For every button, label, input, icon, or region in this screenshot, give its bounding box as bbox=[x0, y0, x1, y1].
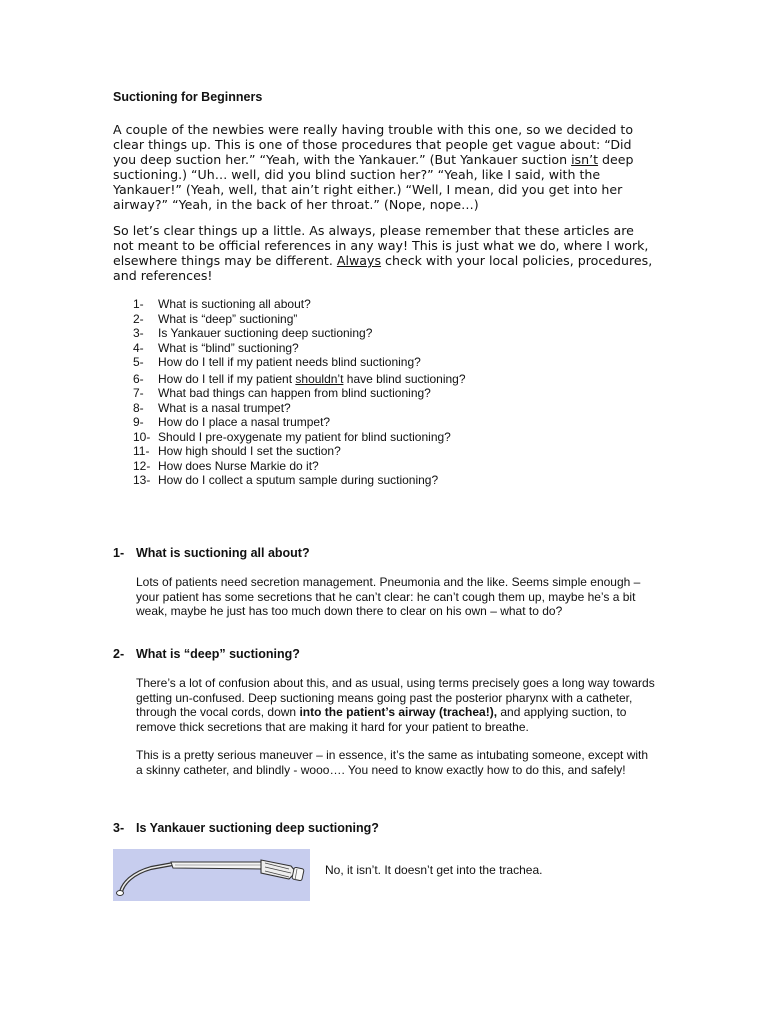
toc-number: 4- bbox=[133, 340, 144, 355]
section-number: 2- bbox=[113, 647, 125, 661]
toc-item bbox=[133, 473, 466, 488]
section-3-answer: No, it isn’t. It doesn’t get into the trachea. bbox=[325, 863, 543, 877]
toc-item bbox=[133, 401, 466, 416]
intro-p2-underlined: Always bbox=[336, 253, 382, 268]
intro-paragraph-2 bbox=[113, 223, 658, 283]
toc-number: 8- bbox=[133, 400, 144, 415]
toc-item bbox=[133, 326, 466, 341]
section-number: 1- bbox=[113, 546, 125, 560]
section-3-heading bbox=[113, 821, 379, 835]
toc-item bbox=[133, 341, 466, 356]
section-2-paragraph-1 bbox=[136, 676, 656, 734]
toc-number: 12- bbox=[133, 458, 151, 473]
toc-text: What is “deep” suctioning” bbox=[158, 311, 298, 326]
toc-text: Should I pre-oxygenate my patient for blind suctioning? bbox=[158, 429, 451, 444]
intro-p2-text-b: check with your local policies, procedures, and references! bbox=[113, 253, 653, 283]
toc-item bbox=[133, 444, 466, 459]
section-1-paragraph: Lots of patients need secretion management. Pneumonia and the like. Seems simple enough – your patient has some secretions that he can’t clear: he can’t cough them up, maybe he’s a bit weak, maybe he just has too much down there to clear on his own – what to do? bbox=[136, 575, 641, 618]
intro-paragraph-1 bbox=[113, 122, 658, 212]
section-2-paragraph-2: This is a pretty serious maneuver – in essence, it’s the same as intubating someone, except with a skinny catheter, and blindly - wooo…. You need to know exactly how to do this, and safely! bbox=[136, 748, 649, 777]
section-2-p1-text-b: and applying suction, to remove thick secretions that are making it hard for your patient to breathe. bbox=[136, 705, 627, 734]
toc-text-b: have blind suctioning? bbox=[343, 371, 466, 386]
section-2-p1-text-a: There’s a lot of confusion about this, and as usual, using terms precisely goes a long way towards getting un-confused. Deep suctioning means going past the posterior pharynx with a catheter, through the vocal cords, down bbox=[136, 676, 655, 719]
toc-text-a: How do I tell if my patient bbox=[158, 371, 296, 386]
yankauer-image bbox=[113, 849, 310, 901]
intro-p2-text-a: So let’s clear things up a little. As always, please remember that these articles are not meant to be official references in any way! This is just what we do, where I work, elsewhere things may be different. bbox=[113, 223, 649, 268]
intro-p1-text-b: deep suctioning.) “Uh… well, did you blind suction her?” “Yeah, like I said, with the Yankauer!” (Yeah, well, that ain’t right either.) “Well, I mean, did you get into her airway?” “Yeah, in the back of her throat.” (Nope, nope…) bbox=[113, 152, 634, 212]
page-title: Suctioning for Beginners bbox=[113, 90, 263, 104]
toc-text: How do I tell if my patient needs blind suctioning? bbox=[158, 355, 421, 369]
section-title: Is Yankauer suctioning deep suctioning? bbox=[136, 821, 379, 835]
toc-text: How do I place a nasal trumpet? bbox=[158, 415, 331, 429]
yankauer-suction-tip-icon bbox=[113, 849, 310, 901]
section-title: What is suctioning all about? bbox=[136, 546, 310, 560]
toc-text: What is “blind” suctioning? bbox=[158, 340, 299, 355]
table-of-contents bbox=[133, 297, 466, 488]
section-1-heading bbox=[113, 546, 310, 560]
toc-number: 9- bbox=[133, 415, 144, 429]
toc-number: 1- bbox=[133, 297, 144, 311]
toc-number: 3- bbox=[133, 326, 144, 340]
toc-number: 10- bbox=[133, 429, 151, 444]
toc-text: What is a nasal trumpet? bbox=[158, 400, 291, 415]
toc-item bbox=[133, 372, 466, 387]
section-number: 3- bbox=[113, 821, 125, 835]
toc-text: What is suctioning all about? bbox=[158, 297, 311, 311]
toc-text: How do I collect a sputum sample during suctioning? bbox=[158, 473, 439, 487]
toc-item bbox=[133, 415, 466, 430]
toc-text: How does Nurse Markie do it? bbox=[158, 458, 319, 473]
toc-item bbox=[133, 312, 466, 327]
toc-item bbox=[133, 430, 466, 445]
section-title: What is “deep” suctioning? bbox=[136, 647, 300, 661]
intro-p1-underlined: isn’t bbox=[571, 152, 599, 167]
intro-p1-text-a: A couple of the newbies were really having trouble with this one, so we decided to clear things up. This is one of those procedures that people get vague about: “Did you deep suction her.” “Yeah, with the Yankauer.” (But Yankauer suction bbox=[113, 122, 634, 167]
toc-number: 6- bbox=[133, 371, 144, 386]
toc-number: 5- bbox=[133, 355, 144, 369]
toc-text: How high should I set the suction? bbox=[158, 444, 341, 458]
toc-text: What bad things can happen from blind suctioning? bbox=[158, 386, 431, 400]
toc-number: 2- bbox=[133, 311, 144, 326]
toc-item bbox=[133, 355, 466, 370]
toc-item bbox=[133, 386, 466, 401]
section-2-heading bbox=[113, 647, 300, 661]
section-2-p1-bold: into the patient’s airway (trachea!), bbox=[299, 705, 498, 719]
toc-number: 13- bbox=[133, 473, 151, 487]
toc-text-underlined: shouldn’t bbox=[295, 371, 344, 386]
toc-item bbox=[133, 297, 466, 312]
toc-number: 11- bbox=[133, 444, 150, 458]
toc-text: Is Yankauer suctioning deep suctioning? bbox=[158, 326, 373, 340]
toc-number: 7- bbox=[133, 386, 144, 400]
toc-item bbox=[133, 459, 466, 474]
